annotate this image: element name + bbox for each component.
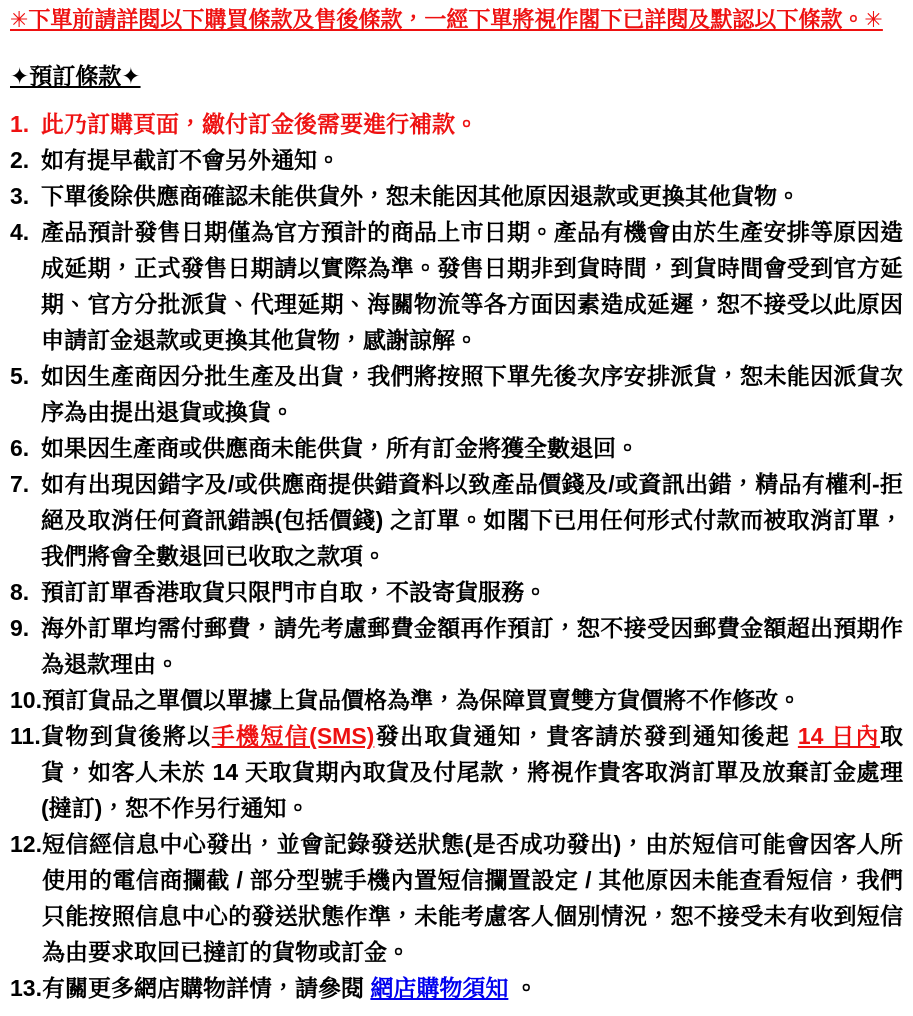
term-segment: 如因生產商因分批生產及出貨，我們將按照下單先後次序安排派貨，恕未能因派貨次序為由提出退貨或換貨。 (41, 363, 903, 425)
term-number: 12. (10, 831, 42, 857)
term-text (41, 574, 903, 610)
term-text (41, 718, 903, 826)
term-item-2 (10, 142, 903, 178)
term-segment: 此乃訂購頁面，繳付訂金後需要進行補款。 (41, 111, 478, 137)
term-highlight: 14 日內 (797, 723, 880, 749)
term-item-5 (10, 358, 903, 430)
term-item-3 (10, 178, 903, 214)
term-number: 8. (10, 579, 30, 605)
term-number: 4. (10, 219, 30, 245)
term-segment: 預訂訂單香港取貨只限門市自取，不設寄貨服務。 (41, 579, 547, 605)
term-text (41, 142, 903, 178)
term-item-12 (10, 826, 903, 970)
term-item-10 (10, 682, 903, 718)
shop-guide-link[interactable]: 網店購物須知 (370, 975, 509, 1001)
term-number: 1. (10, 111, 30, 137)
term-text (41, 610, 903, 682)
term-text (41, 358, 903, 430)
term-number: 3. (10, 183, 30, 209)
term-number: 13. (10, 975, 42, 1001)
section-title (10, 62, 903, 90)
term-segment: 如有提早截訂不會另外通知。 (41, 147, 340, 173)
term-segment: 下單後除供應商確認未能供貨外，恕未能因其他原因退款或更換其他貨物。 (41, 183, 800, 209)
term-segment: 取貨，如客人未於 14 天取貨期內取貨及付尾款，將視作貴客取消訂單及放棄訂金處理(撻訂)，恕不作另行通知。 (41, 723, 903, 821)
terms-list (10, 106, 903, 1006)
term-segment: 發出取貨通知，貴客請於發到通知後起 (374, 723, 798, 749)
term-number: 2. (10, 147, 30, 173)
term-text (42, 682, 903, 718)
term-number: 6. (10, 435, 30, 461)
term-text (41, 214, 903, 358)
term-segment: 產品預計發售日期僅為官方預計的商品上市日期。產品有機會由於生產安排等原因造成延期，正式發售日期請以實際為準。發售日期非到貨時間，到貨時間會受到官方延期、官方分批派貨、代理延期、海關物流等各方面因素造成延遲，恕不接受以此原因申請訂金退款或更換其他貨物，感謝諒解。 (41, 219, 903, 353)
term-segment: 如有出現因錯字及/或供應商提供錯資料以致產品價錢及/或資訊出錯，精品有權利-拒絕及取消任何資訊錯誤(包括價錢) 之訂單。如閣下已用任何形式付款而被取消訂單，我們將會全數退回已收取之款項。 (41, 471, 903, 569)
term-item-8 (10, 574, 903, 610)
term-text (42, 826, 903, 970)
term-segment: 預訂貨品之單價以單據上貨品價格為準，為保障買賣雙方貨價將不作修改。 (41, 687, 801, 713)
term-text (41, 430, 903, 466)
term-segment: 貨物到貨後將以 (41, 723, 212, 749)
term-segment: 有關更多網店購物詳情，請參閱 (41, 975, 371, 1001)
term-item-13 (10, 970, 903, 1006)
term-text (41, 106, 903, 142)
term-segment: 。 (508, 975, 538, 1001)
term-highlight: 手機短信(SMS) (211, 723, 375, 749)
section-title-text: ✦預訂條款✦ (10, 63, 141, 89)
term-text (42, 970, 903, 1006)
term-item-9 (10, 610, 903, 682)
term-number: 7. (10, 471, 30, 497)
term-text (41, 466, 903, 574)
term-number: 9. (10, 615, 30, 641)
term-segment: 如果因生產商或供應商未能供貨，所有訂金將獲全數退回。 (41, 435, 639, 461)
term-text (41, 178, 903, 214)
term-item-1 (10, 106, 903, 142)
term-number: 5. (10, 363, 30, 389)
notice-header: ✳下單前請詳閱以下購買條款及售後條款，一經下單將視作閣下已詳閱及默認以下條款。✳ (10, 7, 883, 32)
term-number: 11. (10, 723, 41, 749)
term-item-7 (10, 466, 903, 574)
term-segment: 短信經信息中心發出，並會記錄發送狀態(是否成功發出)，由於短信可能會因客人所使用的電信商攔截 / 部分型號手機內置短信攔置設定 / 其他原因未能查看短信，我們只能按照信息中心的發送狀態作準，未能考慮客人個別情況，恕不接受未有收到短信為由要求取回已撻訂的貨物或訂金。 (41, 831, 903, 965)
term-item-6 (10, 430, 903, 466)
term-item-4 (10, 214, 903, 358)
term-item-11 (10, 718, 903, 826)
term-segment: 海外訂單均需付郵費，請先考慮郵費金額再作預訂，恕不接受因郵費金額超出預期作為退款理由。 (41, 615, 903, 677)
term-number: 10. (10, 687, 42, 713)
